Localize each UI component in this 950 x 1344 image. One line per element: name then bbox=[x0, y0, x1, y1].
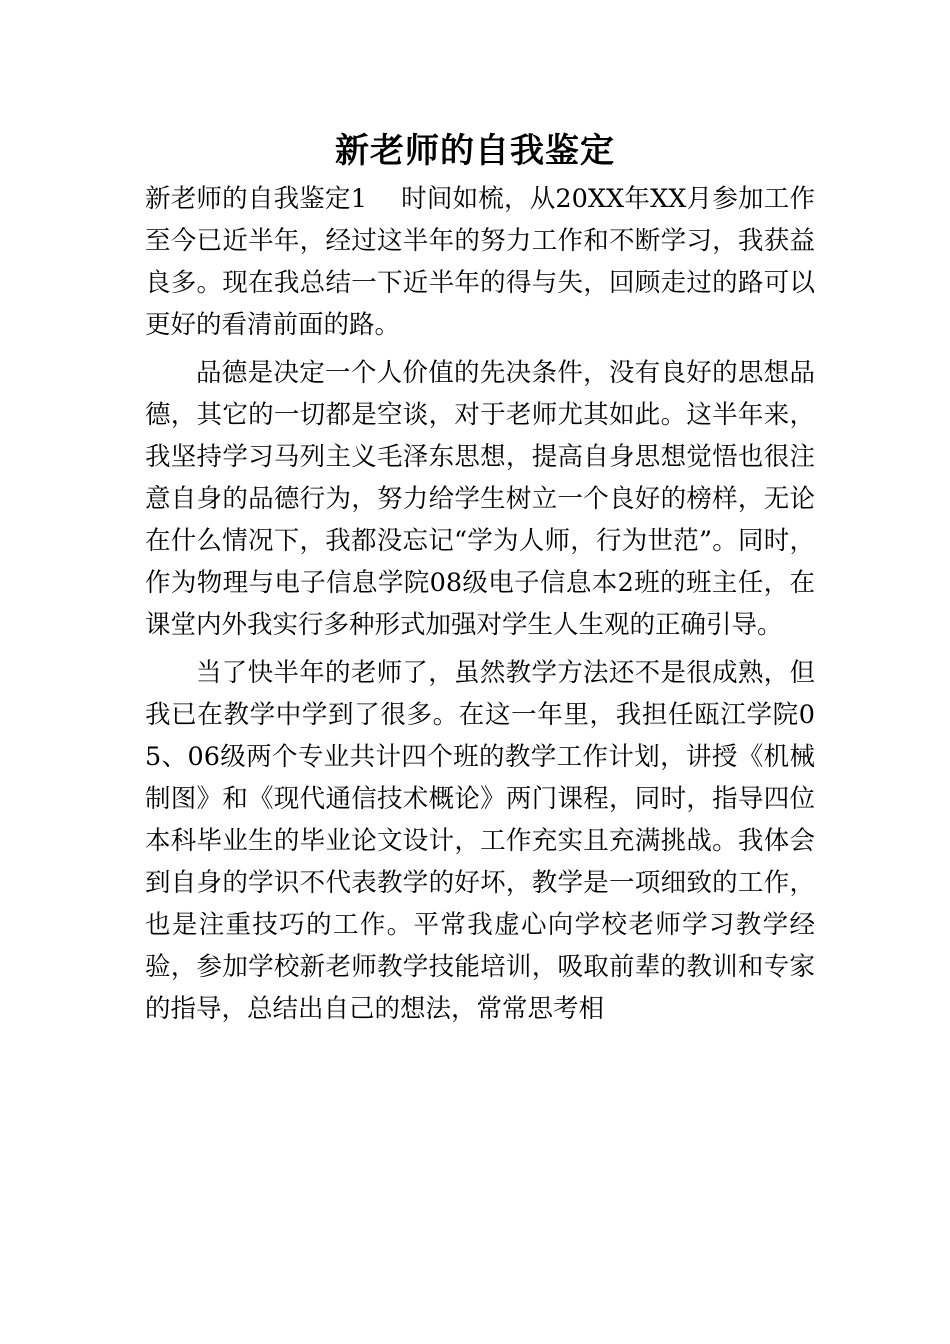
paragraph-2: 品德是决定一个人价值的先决条件，没有良好的思想品德，其它的一切都是空谈，对于老师尤其如此。这半年来，我坚持学习马列主义毛泽东思想，提高自身思想觉悟也很注意自身的品德行为，努力给学生树立一个良好的榜样，无论在什么情况下，我都没忘记“学为人师，行为世范”。同时，作为物理与电子信息学院08级电子信息本2班的班主任，在课堂内外我实行多种形式加强对学生人生观的正确引导。 bbox=[145, 358, 815, 640]
document-title: 新老师的自我鉴定 bbox=[335, 131, 615, 171]
document-body bbox=[145, 178, 815, 1036]
paragraph-1 bbox=[145, 178, 815, 346]
paragraph-text: 时间如梳，从20XX年XX月参加工作至今已近半年，经过这半年的努力工作和不断学习，我获益良多。现在我总结一下近半年的得与失，回顾走过的路可以更好的看清前面的路。 bbox=[145, 184, 815, 340]
section-heading: 新老师的自我鉴定1 bbox=[145, 184, 367, 214]
paragraph-3: 当了快半年的老师了，虽然教学方法还不是很成熟，但我已在教学中学到了很多。在这一年里，我担任瓯江学院05、06级两个专业共计四个班的教学工作计划，讲授《机械制图》和《现代通信技术概论》两门课程，同时，指导四位本科毕业生的毕业论文设计，工作充实且充满挑战。我体会到自身的学识不代表教学的好坏，教学是一项细致的工作，也是注重技巧的工作。平常我虚心向学校老师学习教学经验，参加学校新老师教学技能培训，吸取前辈的教训和专家的指导，总结出自己的想法，常常思考相 bbox=[145, 658, 815, 1024]
